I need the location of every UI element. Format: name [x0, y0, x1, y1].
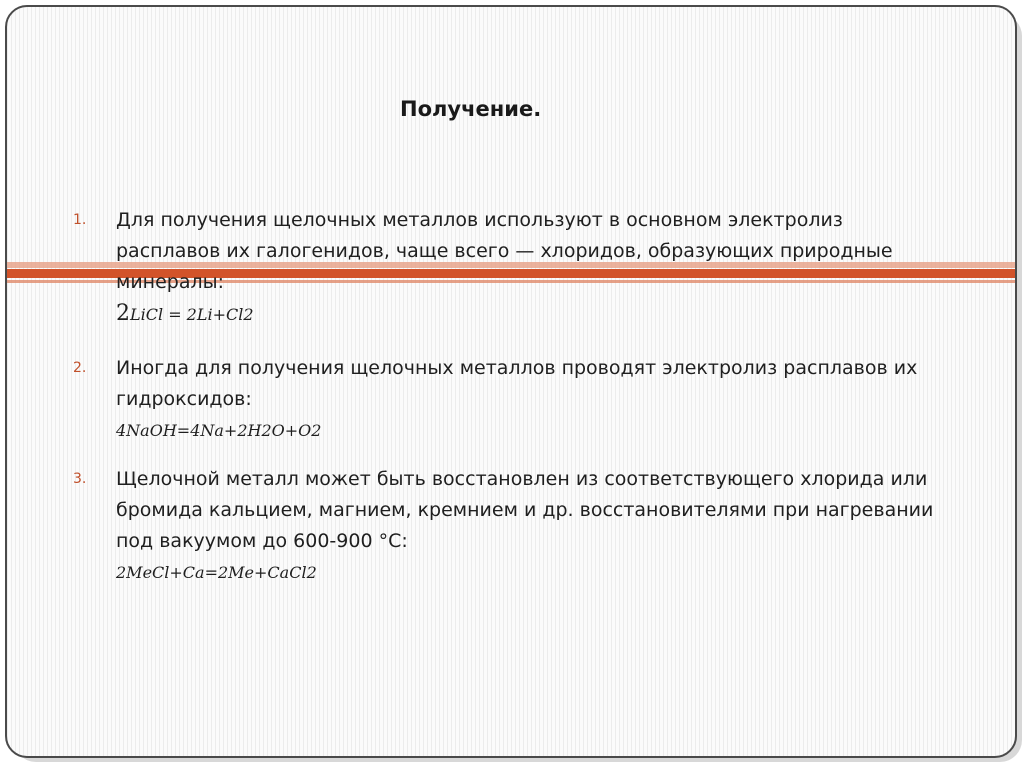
list-item-text: Щелочной металл может быть восстановлен из соответствующего хлорида или бромида кальцием, магнием, кремнием и др. восстановителями при нагревании под вакуумом до 600-900 °C: [116, 468, 934, 552]
chemical-formula: 4NaOH=4Na+2H2O+O2 [116, 421, 322, 440]
list-item-body [116, 464, 946, 588]
chemical-formula: 2MeCl+Ca=2Me+CaCl2 [116, 563, 317, 582]
formula-coefficient: 2 [116, 301, 130, 326]
chemical-formula [116, 298, 946, 330]
list-item-text: Иногда для получения щелочных металлов проводят электролиз расплавов их гидроксидов: [116, 357, 918, 410]
slide [5, 5, 1017, 758]
formula-rest: LiCl = 2Li+Cl2 [130, 305, 254, 324]
list-item-text: Для получения щелочных металлов используют в основном электролиз расплавов их галогенидов, чаще всего — хлоридов, образующих природные минералы: [116, 209, 893, 293]
list-number: 2. [73, 360, 87, 376]
list-number: 1. [73, 212, 87, 228]
list-item-body [116, 205, 946, 330]
list-number: 3. [73, 471, 87, 487]
list-item-body [116, 353, 946, 446]
slide-title: Получение. [400, 97, 542, 121]
